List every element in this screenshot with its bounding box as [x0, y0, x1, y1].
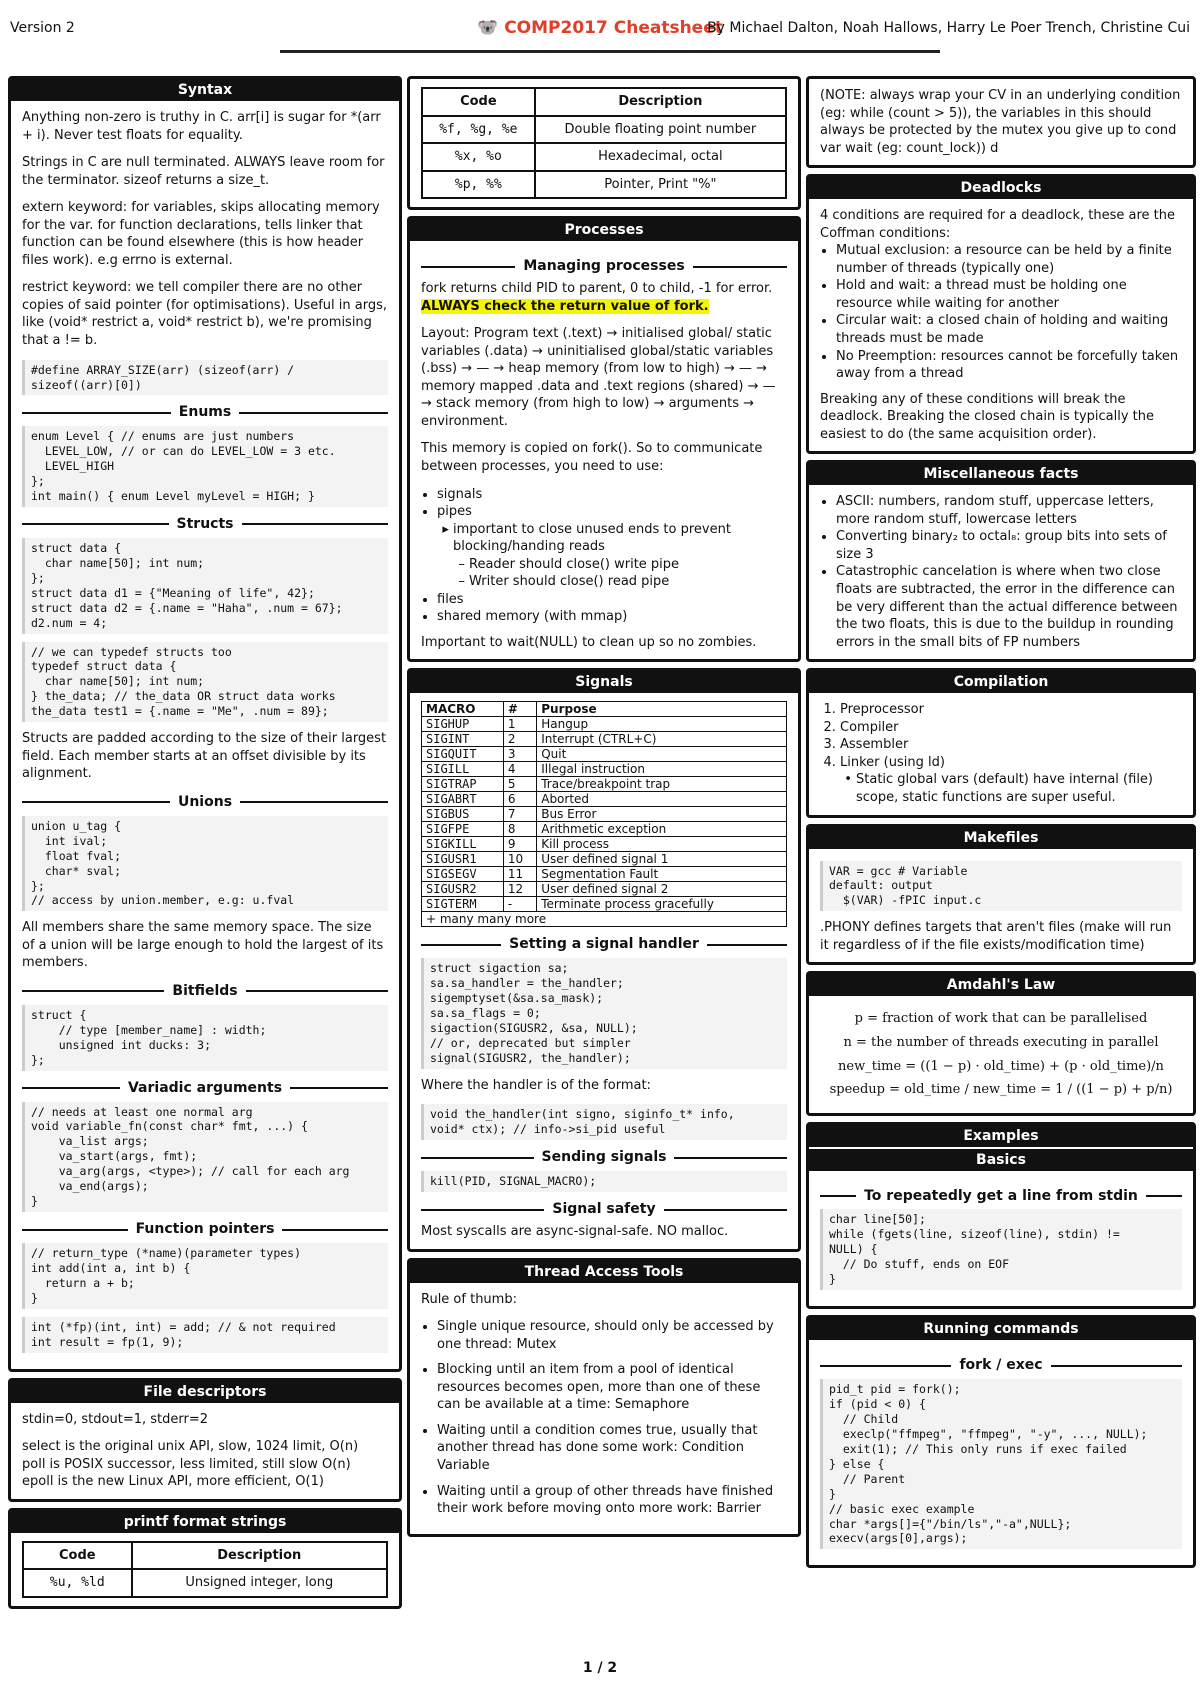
table-cell: Interrupt (CTRL+C): [537, 732, 787, 747]
amdahl-section: [806, 971, 1196, 1115]
section-title: Makefiles: [809, 827, 1193, 849]
table-cell: 7: [503, 807, 536, 822]
definition: n = the number of threads executing in parallel: [843, 1034, 1159, 1050]
code-block: // return_type (*name)(parameter types) int add(int a, int b) { return a + b; }: [22, 1243, 388, 1309]
paragraph: Most syscalls are async-signal-safe. NO malloc.: [421, 1224, 729, 1240]
printf-format-continued: [407, 76, 801, 210]
section-title: Deadlocks: [809, 177, 1193, 199]
list-item: ▸ important to close unused ends to prevent blocking/handing reads – Reader should close() write pipe – Writer should close() read pipe: [453, 521, 787, 591]
table-row: [422, 717, 787, 732]
table-cell: SIGUSR1: [422, 852, 504, 867]
code-block: // needs at least one normal arg void variable_fn(const char* fmt, ...) { va_list args; va_start(args, fmt); va_arg(args, <type>); // call for each arg va_end(args); }: [22, 1102, 388, 1213]
section-title: Running commands: [809, 1318, 1193, 1340]
section-title: Processes: [410, 219, 798, 241]
code-block: // we can typedef structs too typedef struct data { char name[50]; int num; } the_data; // the_data OR struct data works the_data test1 = {.name = "Me", .num = 89};: [22, 642, 388, 723]
compilation-steps: [820, 701, 1182, 806]
table-row: [422, 143, 786, 171]
list-item: • Waiting until a group of other threads have finished their work before moving onto more work: Barrier: [437, 1483, 787, 1518]
format-table: [22, 1541, 388, 1598]
list-item: • Waiting until a condition comes true, usually that another thread has done some work: Condition Variable: [437, 1422, 787, 1475]
list-item: • Catastrophic cancelation is where when two close floats are subtracted, the error in the difference can be very different than the actual difference between the two floats, this is due to the buildup in rounding errors in the small bits of FP numbers: [836, 563, 1182, 651]
table-cell: Hangup: [537, 717, 787, 732]
table-cell: -: [503, 897, 536, 912]
text-line: epoll is the new Linux API, more efficient, O(1): [22, 1474, 324, 1490]
table-row: [422, 807, 787, 822]
table-cell: %x, %o: [422, 143, 535, 171]
note-box: [806, 76, 1196, 168]
table-cell: Aborted: [537, 792, 787, 807]
section-title: Amdahl's Law: [809, 974, 1193, 996]
table-cell: Pointer, Print "%": [535, 171, 786, 199]
table-cell: Arithmetic exception: [537, 822, 787, 837]
paragraph: Strings in C are null terminated. ALWAYS leave room for the terminator. sizeof returns a size_t.: [22, 155, 385, 188]
list-item: 3. Assembler: [840, 736, 1182, 754]
section-title: Thread Access Tools: [410, 1261, 798, 1283]
signals-table: [421, 701, 787, 927]
table-cell: SIGQUIT: [422, 747, 504, 762]
table-cell: 12: [503, 882, 536, 897]
table-cell: SIGKILL: [422, 837, 504, 852]
list-item: • pipes ▸ important to close unused ends to prevent blocking/handing reads – Reader should close() write pipe – Writer should close() read pipe: [437, 503, 787, 591]
definition: p = fraction of work that can be parallelised: [854, 1011, 1148, 1027]
subheading: Signal safety: [421, 1200, 787, 1219]
table-row: [422, 822, 787, 837]
code-block: char line[50]; while (fgets(line, sizeof(line), stdin) != NULL) { // Do stuff, ends on EOF }: [820, 1209, 1182, 1290]
table-cell: Hexadecimal, octal: [535, 143, 786, 171]
paragraph: extern keyword: for variables, skips allocating memory for the var. for function declarations, tells linker that function can be found elsewhere (this is how header files work). e.g errno is external.: [22, 200, 380, 268]
table-cell: 8: [503, 822, 536, 837]
table-cell: Unsigned integer, long: [132, 1569, 387, 1597]
list-item: • Circular wait: a closed chain of holding and waiting threads must be made: [836, 312, 1182, 347]
subheading: fork / exec: [820, 1356, 1182, 1375]
table-row: [422, 732, 787, 747]
section-subtitle: Basics: [809, 1147, 1193, 1171]
table-cell: SIGINT: [422, 732, 504, 747]
table-row: [422, 882, 787, 897]
code-block: #define ARRAY_SIZE(arr) (sizeof(arr) / sizeof((arr)[0]): [22, 360, 388, 396]
table-row: [422, 762, 787, 777]
table-cell: 2: [503, 732, 536, 747]
section-title: Syntax: [11, 79, 399, 101]
table-header: #: [503, 702, 536, 717]
list-item: • Mutual exclusion: a resource can be held by a finite number of threads (typically one): [836, 242, 1182, 277]
section-title: Compilation: [809, 671, 1193, 693]
table-row: [422, 852, 787, 867]
paragraph: This memory is copied on fork(). So to communicate between processes, you need to use:: [421, 441, 763, 474]
table-header: Description: [132, 1542, 387, 1570]
table-cell: SIGSEGV: [422, 867, 504, 882]
text-line: poll is POSIX successor, less limited, still slow O(n): [22, 1456, 351, 1472]
subheading: Managing processes: [421, 257, 787, 276]
table-cell: SIGABRT: [422, 792, 504, 807]
table-cell: Terminate process gracefully: [537, 897, 787, 912]
makefiles-section: [806, 824, 1196, 966]
subheading: Sending signals: [421, 1148, 787, 1167]
code-block: struct sigaction sa; sa.sa_handler = the_handler; sigemptyset(&sa.sa_mask); sa.sa_flags = 0; sigaction(SIGUSR2, &sa, NULL); // or, deprecated but simpler signal(SIGUSR2, the_handler);: [421, 958, 787, 1069]
header-rule: [280, 50, 940, 53]
table-cell: SIGHUP: [422, 717, 504, 732]
table-cell: 6: [503, 792, 536, 807]
table-row: [422, 867, 787, 882]
thread-tools-section: [407, 1258, 801, 1537]
table-cell: 3: [503, 747, 536, 762]
column-1: [8, 76, 402, 1615]
table-cell: 11: [503, 867, 536, 882]
table-row: [23, 1569, 387, 1597]
misc-list: [820, 493, 1182, 651]
table-cell: 1: [503, 717, 536, 732]
table-cell: Double floating point number: [535, 116, 786, 144]
thread-tools-list: [421, 1318, 787, 1517]
list-item: • Converting binary₂ to octal₈: group bits into sets of size 3: [836, 528, 1182, 563]
paragraph: Breaking any of these conditions will break the deadlock. Breaking the closed chain is typically the easiest to do (the same acquisition order).: [820, 391, 1155, 442]
section-title: Signals: [410, 671, 798, 693]
note-text: (NOTE: always wrap your CV in an underlying condition (eg: while (count > 5)), the variables in this should always be protected by the mutex you give up to cond var wait (eg: count_lock)) d: [820, 88, 1181, 156]
page-number: 1 / 2: [582, 1660, 618, 1676]
table-cell: Trace/breakpoint trap: [537, 777, 787, 792]
ipc-list: [421, 486, 787, 626]
paragraph: .PHONY defines targets that aren't files (make will run it regardless of if the file exists/modification time): [820, 920, 1172, 953]
table-cell: 9: [503, 837, 536, 852]
table-cell: SIGBUS: [422, 807, 504, 822]
section-title: Miscellaneous facts: [809, 463, 1193, 485]
table-cell: User defined signal 1: [537, 852, 787, 867]
list-item: – Writer should close() read pipe: [469, 573, 787, 591]
paragraph: 4 conditions are required for a deadlock, these are the Coffman conditions:: [820, 208, 1175, 241]
misc-section: [806, 460, 1196, 662]
running-commands-section: [806, 1315, 1196, 1568]
paragraph: All members share the same memory space. The size of a union will be large enough to hold the largest of its members.: [22, 920, 384, 971]
table-header: MACRO: [422, 702, 504, 717]
paragraph: stdin=0, stdout=1, stderr=2: [22, 1411, 208, 1427]
table-row: [422, 777, 787, 792]
list-item: • shared memory (with mmap): [437, 608, 787, 626]
table-row: [422, 116, 786, 144]
table-header: Purpose: [537, 702, 787, 717]
processes-section: [407, 216, 801, 662]
column-3: [806, 76, 1196, 1574]
subheading: Bitfields: [22, 982, 388, 1001]
highlight: ALWAYS check the return value of fork.: [421, 298, 709, 314]
section-title: printf format strings: [11, 1511, 399, 1533]
table-row: [422, 792, 787, 807]
authors: By Michael Dalton, Noah Hallows, Harry Le Poer Trench, Christine Cui: [707, 20, 1190, 36]
formula: new_time = ((1 − p) · old_time) + (p · old_time)/n: [838, 1058, 1164, 1074]
list-item: • files: [437, 591, 787, 609]
table-cell: User defined signal 2: [537, 882, 787, 897]
section-title: Examples: [809, 1125, 1193, 1147]
paragraph: Anything non-zero is truthy in C. arr[i] is sugar for *(arr + i). Never test floats for equality.: [22, 110, 381, 143]
subheading: Enums: [22, 403, 388, 422]
compilation-section: [806, 668, 1196, 817]
version-label: Version 2: [10, 20, 75, 36]
table-footnote: + many many more: [422, 912, 787, 927]
list-item: • Single unique resource, should only be accessed by one thread: Mutex: [437, 1318, 787, 1353]
deadlocks-section: [806, 174, 1196, 454]
table-cell: Segmentation Fault: [537, 867, 787, 882]
table-cell: %p, %%: [422, 171, 535, 199]
column-2: [407, 76, 801, 1543]
list-item: • ASCII: numbers, random stuff, uppercase letters, more random stuff, lowercase letters: [836, 493, 1182, 528]
table-cell: 5: [503, 777, 536, 792]
table-cell: 4: [503, 762, 536, 777]
paragraph: Rule of thumb:: [421, 1291, 517, 1307]
syntax-section: [8, 76, 402, 1372]
code-block: struct data { char name[50]; int num; }; struct data d1 = {"Meaning of life", 42}; struct data d2 = {.name = "Haha", .num = 67}; d2.num = 4;: [22, 538, 388, 634]
table-header: Description: [535, 88, 786, 116]
paragraph: Important to wait(NULL) to clean up so no zombies.: [421, 634, 757, 650]
section-title: File descriptors: [11, 1381, 399, 1403]
table-cell: Illegal instruction: [537, 762, 787, 777]
list-item: 4. Linker (using ld) • Static global vars (default) have internal (file) scope, static functions are super useful.: [840, 754, 1182, 807]
table-cell: Quit: [537, 747, 787, 762]
code-block: VAR = gcc # Variable default: output $(VAR) -fPIC input.c: [820, 861, 1182, 912]
signals-section: [407, 668, 801, 1251]
examples-section: [806, 1122, 1196, 1310]
code-block: union u_tag { int ival; float fval; char* sval; }; // access by union.member, e.g: u.fval: [22, 816, 388, 912]
subheading: To repeatedly get a line from stdin: [820, 1187, 1182, 1206]
table-cell: %f, %g, %e: [422, 116, 535, 144]
paragraph: restrict keyword: we tell compiler there are no other copies of said pointer (for optimisations). Useful in args, like (void* restrict a, void* restrict b), we're promising that a != b.: [22, 280, 387, 349]
subheading: Structs: [22, 515, 388, 534]
coffman-list: [820, 242, 1182, 382]
formula: speedup = old_time / new_time = 1 / ((1 − p) + p/n): [829, 1082, 1173, 1098]
paragraph: Where the handler is of the format:: [421, 1077, 651, 1093]
table-header: Code: [23, 1542, 132, 1570]
subheading: Function pointers: [22, 1220, 388, 1239]
list-item: – Reader should close() write pipe: [469, 556, 787, 574]
table-row: [422, 747, 787, 762]
code-block: void the_handler(int signo, siginfo_t* info, void* ctx); // info->si_pid useful: [421, 1104, 787, 1140]
list-item: • Blocking until an item from a pool of identical resources becomes open, more than one of these can be available at a time: Semaphore: [437, 1361, 787, 1414]
code-block: struct { // type [member_name] : width; unsigned int ducks: 3; };: [22, 1005, 388, 1071]
list-item: • No Preemption: resources cannot be forcefully taken away from a thread: [836, 348, 1182, 383]
table-cell: SIGFPE: [422, 822, 504, 837]
table-cell: Bus Error: [537, 807, 787, 822]
subheading: Variadic arguments: [22, 1079, 388, 1098]
subheading: Setting a signal handler: [421, 935, 787, 954]
table-cell: 10: [503, 852, 536, 867]
table-cell: SIGILL: [422, 762, 504, 777]
paragraph: Structs are padded according to the size of their largest field. Each member starts at an offset divisible by its alignment.: [22, 731, 387, 782]
list-item: • Hold and wait: a thread must be holding one resource while waiting for another: [836, 277, 1182, 312]
code-block: enum Level { // enums are just numbers LEVEL_LOW, // or can do LEVEL_LOW = 3 etc. LEVEL_HIGH }; int main() { enum Level myLevel = HIGH; }: [22, 426, 388, 507]
table-cell: Kill process: [537, 837, 787, 852]
subheading: Unions: [22, 793, 388, 812]
table-cell: %u, %ld: [23, 1569, 132, 1597]
list-item: • Static global vars (default) have internal (file) scope, static functions are super useful.: [856, 771, 1182, 806]
format-table: [421, 87, 787, 199]
table-cell: SIGUSR2: [422, 882, 504, 897]
file-descriptors-section: [8, 1378, 402, 1502]
code-block: int (*fp)(int, int) = add; // & not required int result = fp(1, 9);: [22, 1317, 388, 1353]
list-item: 1. Preprocessor: [840, 701, 1182, 719]
table-header: Code: [422, 88, 535, 116]
list-item: 2. Compiler: [840, 719, 1182, 737]
table-cell: SIGTRAP: [422, 777, 504, 792]
code-block: pid_t pid = fork(); if (pid < 0) { // Child execlp("ffmpeg", "ffmpeg", "-y", ..., NULL); exit(1); // This only runs if exec failed } else { // Parent } // basic exec example char *args[]={"/bin/ls","-a",NULL}; execv(args[0],args);: [820, 1379, 1182, 1549]
table-row: [422, 897, 787, 912]
paragraph: Layout: Program text (.text) → initialised global/ static variables (.data) → uninitialised global/static variables (.bss) → — → heap memory (from low to high) → — → memory mapped .data and .text regions (shared) → — → stack memory (from high to low) → arguments → environment.: [421, 326, 776, 429]
paragraph: fork returns child PID to parent, 0 to child, -1 for error. ALWAYS check the return value of fork.: [421, 281, 773, 314]
text-line: select is the original unix API, slow, 1024 limit, O(n): [22, 1439, 359, 1455]
list-item: • signals: [437, 486, 787, 504]
printf-format-section: [8, 1508, 402, 1609]
table-row: [422, 171, 786, 199]
page-title: 🐨 COMP2017 Cheatsheet: [477, 18, 723, 38]
table-cell: SIGTERM: [422, 897, 504, 912]
table-row: [422, 837, 787, 852]
page-header: [10, 0, 1190, 58]
code-block: kill(PID, SIGNAL_MACRO);: [421, 1171, 787, 1192]
